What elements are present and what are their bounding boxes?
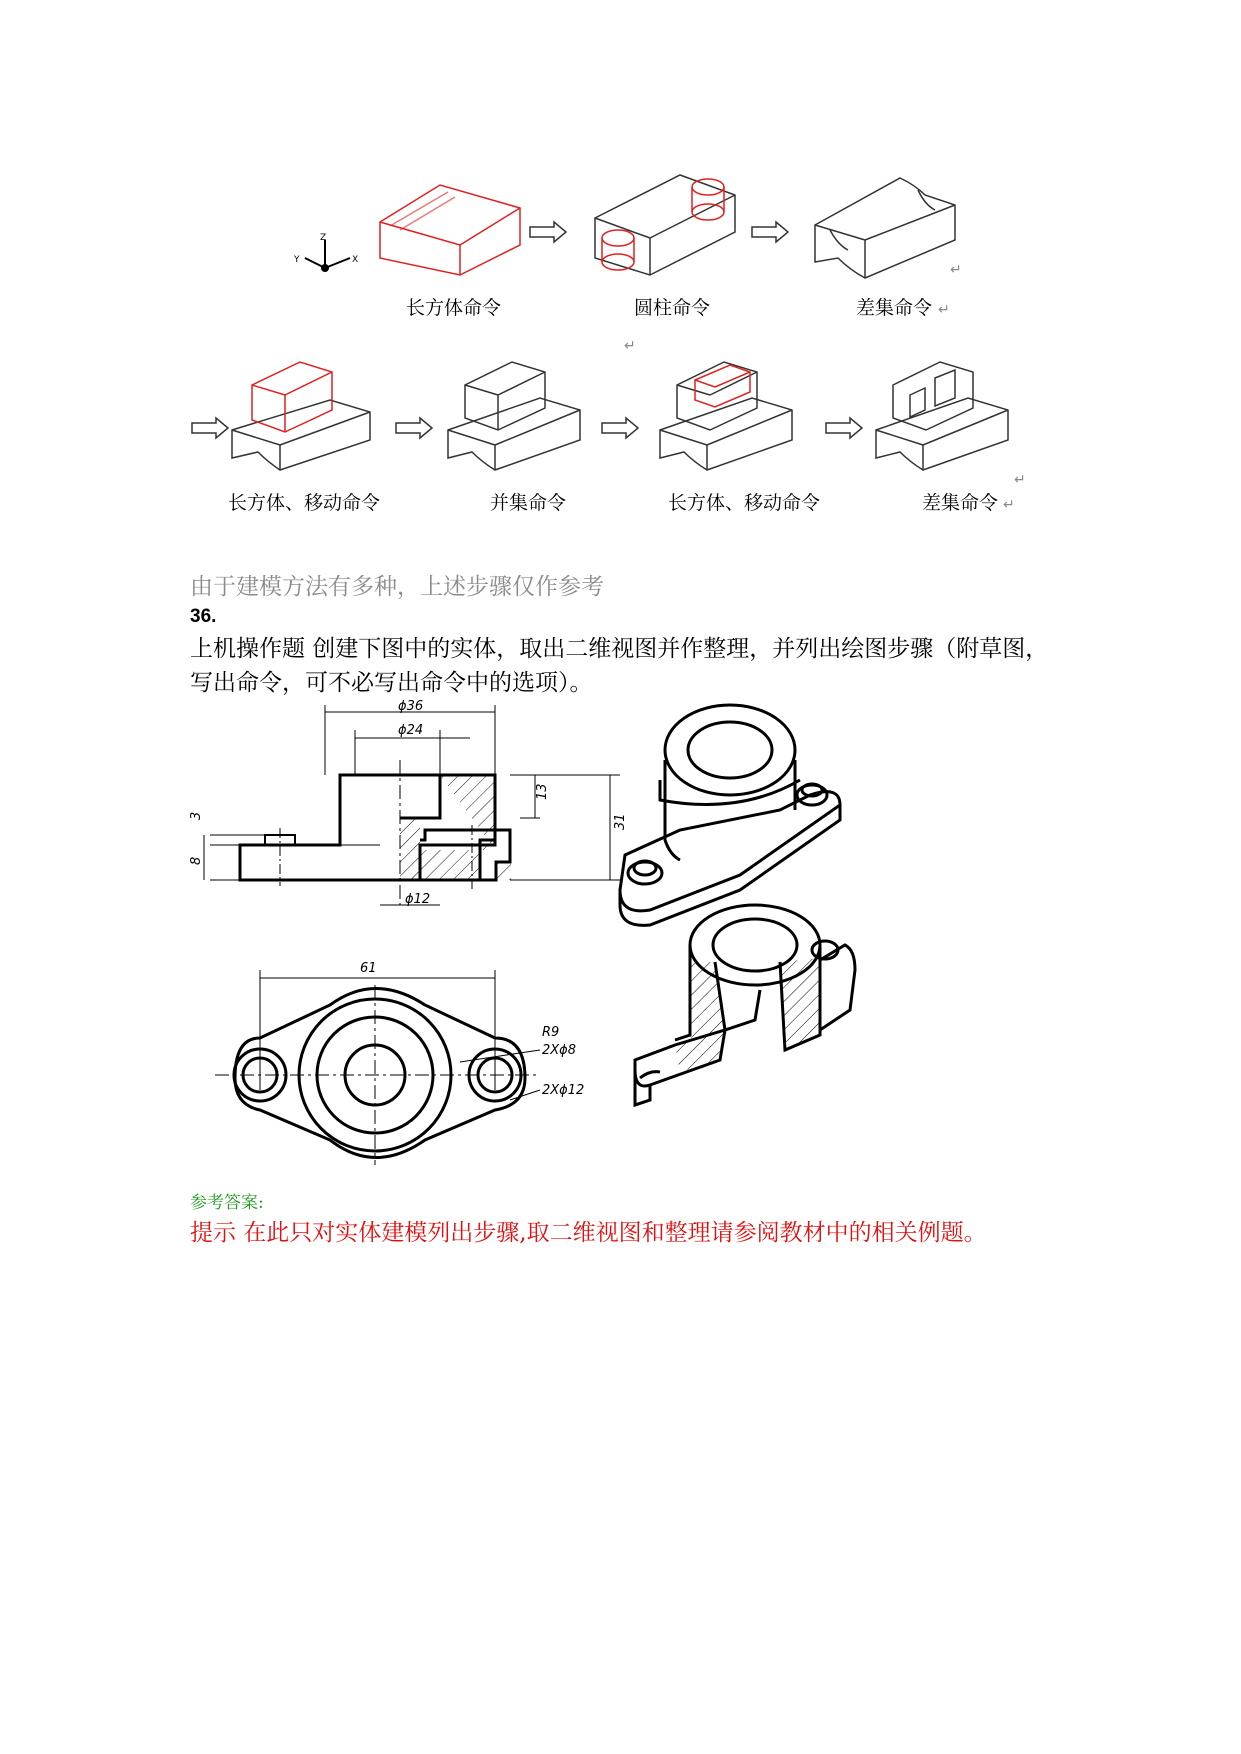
top-view: [215, 970, 540, 1165]
engineering-drawing: [180, 700, 960, 1190]
step7-subtract-figure: [876, 362, 1008, 470]
arrow-icon: [396, 418, 432, 438]
paragraph-mark: ↵: [1014, 472, 1026, 488]
dim-d12: ϕ12: [405, 892, 431, 907]
arrow-icon: [602, 418, 638, 438]
step-label: 并集命令: [490, 492, 567, 514]
dim-r9: R9: [542, 1025, 560, 1040]
dim-d24: ϕ24: [398, 723, 424, 738]
answer-hint: 提示 在此只对实体建模列出步骤,取二维视图和整理请参阅教材中的相关例题。: [190, 1220, 987, 1246]
step3-notched-block-figure: [815, 178, 955, 278]
isometric-view: [620, 705, 840, 925]
step6-box-move-figure: [660, 362, 792, 470]
dim-h31: 31: [613, 813, 628, 830]
dim-d36: ϕ36: [398, 700, 424, 714]
answer-label: 参考答案:: [190, 1193, 264, 1213]
step1-box-figure: [380, 185, 520, 275]
modeling-steps-diagram: [0, 0, 1241, 540]
paragraph-mark: ↵: [1003, 497, 1015, 513]
ucs-axis-icon: [305, 240, 350, 271]
step-label: 长方体命令: [406, 297, 502, 319]
arrow-icon: [530, 222, 566, 242]
step5-union-figure: [448, 362, 580, 470]
arrow-icon: [752, 222, 788, 242]
step-label: 差集命令: [922, 492, 999, 514]
dim-holes8: 2Xϕ8: [542, 1043, 577, 1058]
dim-w61: 61: [360, 961, 377, 976]
step-label: 圆柱命令: [634, 297, 711, 319]
axis-y-label: Y: [294, 255, 300, 265]
isometric-cutaway-hatch: [675, 958, 820, 1072]
dim-h13: 13: [535, 783, 550, 800]
step4-block-move-figure: [232, 362, 370, 470]
method-note: 由于建模方法有多种，上述步骤仅作参考: [190, 574, 604, 600]
axis-z-label: Z: [320, 233, 327, 243]
axis-x-label: X: [352, 255, 359, 265]
dim-holes12: 2Xϕ12: [542, 1083, 585, 1098]
step-label: 长方体、移动命令: [228, 492, 381, 514]
dim-h3: 3: [189, 811, 204, 820]
step-label: 长方体、移动命令: [668, 492, 821, 514]
question-number: 36.: [190, 606, 217, 627]
paragraph-mark: ↵: [938, 302, 950, 318]
arrow-icon: [826, 418, 862, 438]
isometric-cutaway-view: [635, 905, 855, 1105]
question-text: 上机操作题 创建下图中的实体，取出二维视图并作整理，并列出绘图步骤（附草图，写出命令，可不必写出命令中的选项）。: [190, 636, 1049, 696]
arrow-icon: [192, 418, 228, 438]
paragraph-mark: ↵: [624, 338, 636, 354]
step-label: 差集命令: [856, 297, 933, 319]
svg-text:↵: ↵: [950, 262, 962, 278]
step2-block-cylinders-figure: [595, 175, 735, 275]
dim-h8: 8: [189, 856, 204, 865]
